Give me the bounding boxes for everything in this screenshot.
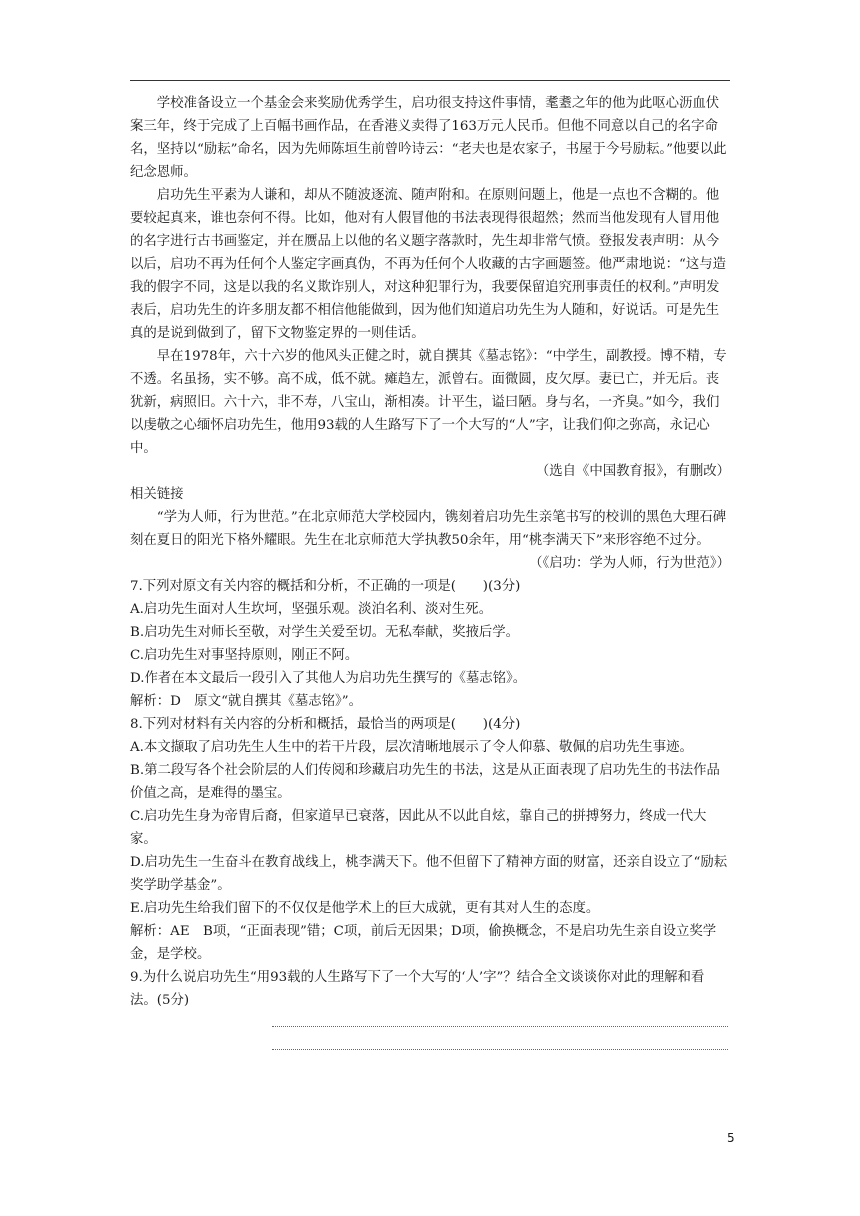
page-number: 5	[727, 1131, 735, 1145]
link-source: （《启功：学为人师，行为世范》）	[529, 556, 730, 571]
q7-stem: 7.下列对原文有关内容的概括和分析，不正确的一项是( )(3分)	[130, 579, 521, 594]
q7-option-d: D.作者在本文最后一段引入了其他人为启功先生撰写的《墓志铭》。	[130, 671, 527, 686]
paragraph-fund: 学校准备设立一个基金会来奖励优秀学生，启功很支持这件事情，耄耋之年的他为此呕心沥血伏案三年，终于完成了上百幅书画作品，在香港义卖得了163万元人民币。但他不同意以自己的名字命名，坚持以“励耘”命名，因为先师陈垣生前曾吟诗云：“老夫也是农家子，书屋于今号励耘。”他要以此纪念恩师。	[130, 96, 727, 180]
link-text: “学为人师，行为世范。”在北京师范大学校园内，镌刻着启功先生亲笔书写的校训的黑色大理石碑刻在夏日的阳光下格外耀眼。先生在北京师范大学执教50余年，用“桃李满天下”来形容绝不过分。	[130, 510, 727, 548]
document-body	[130, 92, 730, 1050]
q7-analysis: 解析：D 原文“就自撰其《墓志铭》”。	[130, 694, 362, 709]
q7-option-a: A.启功先生面对人生坎坷，坚强乐观。淡泊名利、淡对生死。	[130, 602, 493, 617]
q8-stem: 8.下列对材料有关内容的分析和概括，最恰当的两项是( )(4分)	[130, 717, 521, 732]
q8-option-e: E.启功先生给我们留下的不仅仅是他学术上的巨大成就，更有其对人生的态度。	[130, 901, 600, 916]
header-rule	[130, 80, 730, 81]
paragraph-principle: 启功先生平素为人谦和，却从不随波逐流、随声附和。在原则问题上，他是一点也不含糊的。他要较起真来，谁也奈何不得。比如，他对有人假冒他的书法表现得很超然；然而当他发现有人冒用他的名字进行古书画鉴定，并在赝品上以他的名义题字落款时，先生却非常气愤。登报发表声明：从今以后，启功不再为任何个人鉴定字画真伪，不再为任何个人收藏的古字画题签。他严肃地说：“这与造我的假字不同，这是以我的名义欺诈别人，对这种犯罪行为，我要保留追究刑事责任的权利。”声明发表后，启功先生的许多朋友都不相信他能做到，因为他们知道启功先生为人随和，好说话。可是先生真的是说到做到了，留下文物鉴定界的一则佳话。	[130, 188, 727, 341]
answer-line[interactable]	[272, 1049, 728, 1050]
q8-option-a: A.本文撷取了启功先生人生中的若干片段，层次清晰地展示了令人仰慕、敬佩的启功先生事迹。	[130, 740, 693, 755]
q8-analysis: 解析：AE B项，“正面表现”错；C项，前后无因果；D项，偷换概念，不是启功先生亲自设立奖学金，是学校。	[130, 924, 717, 962]
source-citation: （选自《中国教育报》，有删改）	[535, 464, 730, 479]
answer-line[interactable]	[272, 1026, 728, 1027]
paragraph-epitaph: 早在1978年，六十六岁的他风头正健之时，就自撰其《墓志铭》：“中学生，副教授。博不精，专不透。名虽扬，实不够。高不成，低不就。瘫趋左，派曾右。面微圆，皮欠厚。妻已亡，并无后。丧犹新，病照旧。六十六，非不寿，八宝山，渐相凑。计平生，谥曰陋。身与名，一齐臭。”如今，我们以虔敬之心缅怀启功先生，他用93载的人生路写下了一个大写的“人”字，让我们仰之弥高，永记心中。	[130, 349, 727, 456]
q7-option-c: C.启功先生对事坚持原则，刚正不阿。	[130, 648, 359, 663]
q8-option-d: D.启功先生一生奋斗在教育战线上，桃李满天下。他不但留下了精神方面的财富，还亲自设立了“励耘奖学助学基金”。	[130, 855, 728, 893]
q9-stem: 9.为什么说启功先生“用93载的人生路写下了一个大写的‘人’字”？结合全文谈谈你对此的理解和看法。(5分)	[130, 970, 705, 1008]
link-heading: 相关链接	[130, 487, 184, 502]
q7-option-b: B.启功先生对师长至敬，对学生关爱至切。无私奉献，奖掖后学。	[130, 625, 520, 640]
q8-option-c: C.启功先生身为帝胄后裔，但家道早已衰落，因此从不以此自炫，靠自己的拼搏努力，终成一代大家。	[130, 809, 707, 847]
q8-option-b: B.第二段写各个社会阶层的人们传阅和珍藏启功先生的书法，这是从正面表现了启功先生的书法作品价值之高，是难得的墨宝。	[130, 763, 720, 801]
